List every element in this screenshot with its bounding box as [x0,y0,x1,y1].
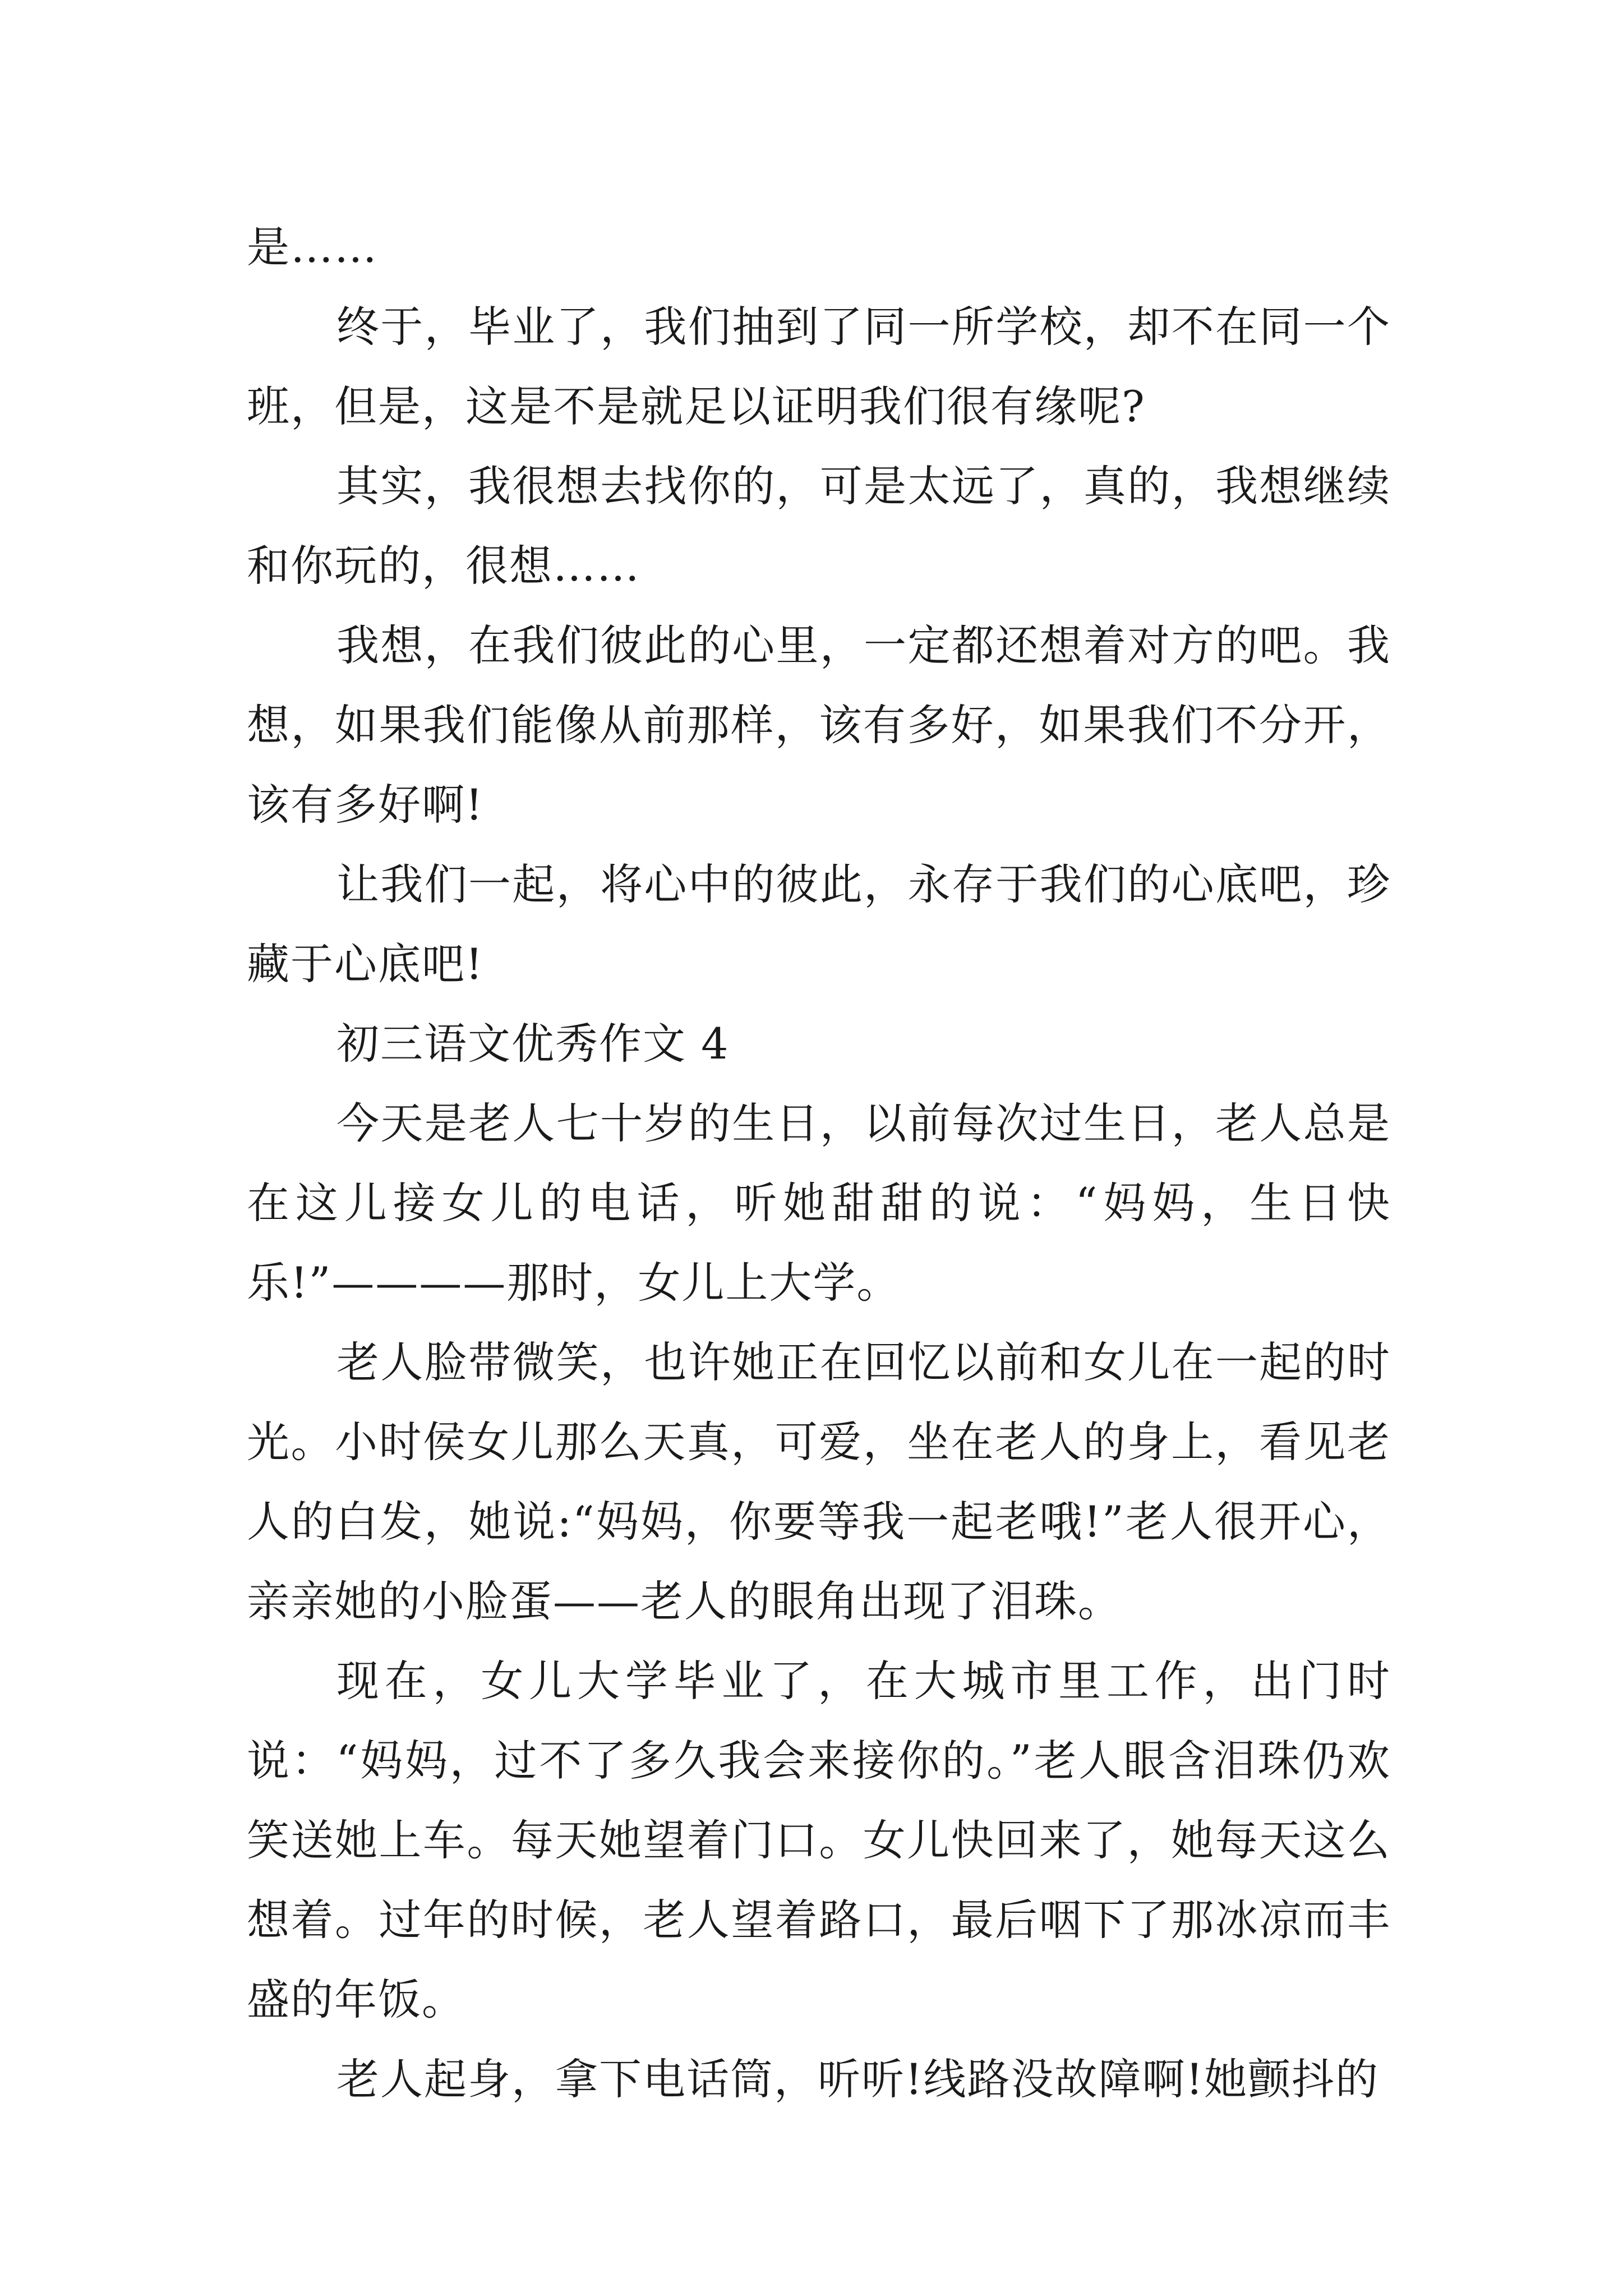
section-heading: 初三语文优秀作文 4 [336,1019,730,1069]
document-body [247,208,1391,2119]
paragraph-continued: 是…… [247,222,378,272]
paragraph: 让我们一起，将心中的彼此，永存于我们的心底吧，珍藏于心底吧! [247,859,1391,989]
paragraph: 其实，我很想去找你的，可是太远了，真的，我想继续和你玩的，很想…… [247,461,1391,591]
paragraph: 老人脸带微笑，也许她正在回忆以前和女儿在一起的时光。小时侯女儿那么天真，可爱，坐在老人的身上，看见老人的白发，她说:“妈妈，你要等我一起老哦!”老人很开心，亲亲她的小脸蛋——老人的眼角出现了泪珠。 [247,1337,1391,1626]
paragraph: 老人起身，拿下电话筒，听听!线路没故障啊!她颤抖的 [336,2054,1380,2104]
paragraph: 今天是老人七十岁的生日，以前每次过生日，老人总是在这儿接女儿的电话，听她甜甜的说：“妈妈，生日快乐!”————那时，女儿上大学。 [247,1098,1391,1308]
paragraph: 现在，女儿大学毕业了，在大城市里工作，出门时说：“妈妈，过不了多久我会来接你的。”老人眼含泪珠仍欢笑送她上车。每天她望着门口。女儿快回来了，她每天这么想着。过年的时候，老人望着路口，最后咽下了那冰凉而丰盛的年饭。 [247,1656,1391,2024]
paragraph: 我想，在我们彼此的心里，一定都还想着对方的吧。我想，如果我们能像从前那样，该有多好，如果我们不分开，该有多好啊! [247,620,1391,830]
paragraph: 终于，毕业了，我们抽到了同一所学校，却不在同一个班，但是，这是不是就足以证明我们很有缘呢? [247,302,1391,431]
